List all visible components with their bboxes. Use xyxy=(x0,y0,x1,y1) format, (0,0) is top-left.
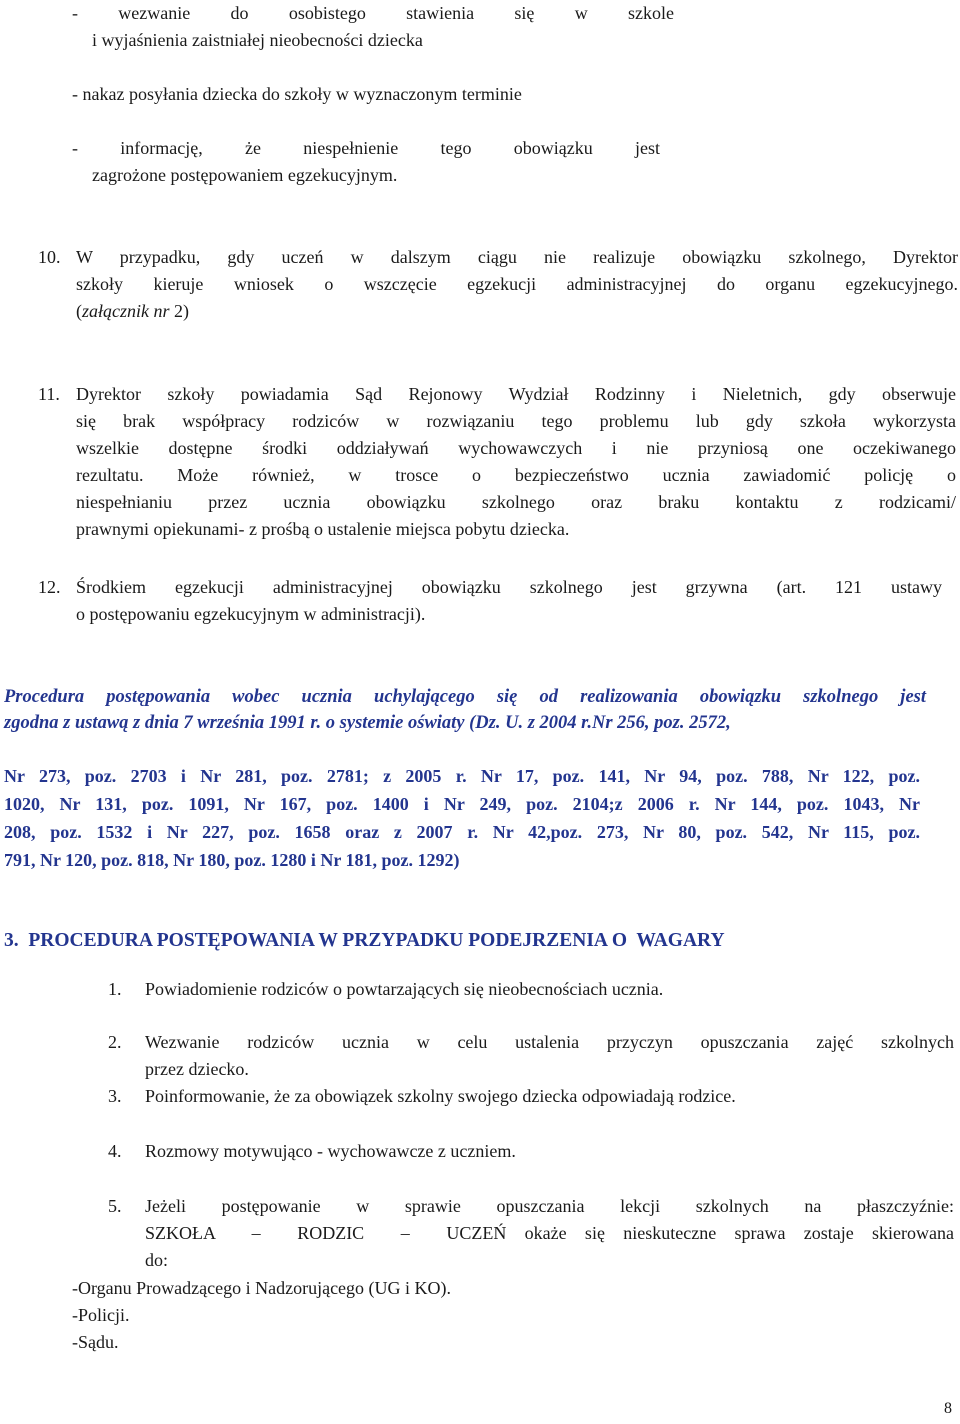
procedure-basis-line-2: zgodna z ustawą z dnia 7 września 1991 r. o systemie oświaty (Dz. U. z 2004 r.Nr 256, poz. 2572, xyxy=(4,713,731,733)
referral-item: -Sądu. xyxy=(72,1332,119,1352)
step-1 xyxy=(108,976,954,1003)
step-2-line-2: przez dziecko. xyxy=(145,1059,249,1079)
point-12 xyxy=(38,574,942,628)
step-1-number: 1. xyxy=(108,979,122,999)
step-2-number: 2. xyxy=(108,1032,122,1052)
information-line-1: - informację, że niespełnienie tego obowiązku jest xyxy=(72,138,660,158)
step-2-line-1: Wezwanie rodziców ucznia w celu ustalenia przyczyn opuszczania zajęć szkolnych xyxy=(145,1032,954,1052)
step-5-line-1: Jeżeli postępowanie w sprawie opuszczania lekcji szkolnych na płaszczyźnie: xyxy=(145,1196,954,1216)
step-4-number: 4. xyxy=(108,1141,122,1161)
page-number: 8 xyxy=(944,1400,952,1417)
point-11-number: 11. xyxy=(38,384,60,404)
legal-acts xyxy=(4,762,920,874)
point-12-line-1: Środkiem egzekucji administracyjnej obowiązku szkolnego jest grzywna (art. 121 ustawy xyxy=(76,577,942,597)
procedure-basis xyxy=(4,684,926,736)
point-11-line-2: się brak współpracy rodziców w rozwiązaniu tego problemu lub gdy szkoła wykorzysta xyxy=(76,411,956,431)
point-11-line-6: prawnymi opiekunami- z prośbą o ustalenie miejsca pobytu dziecka. xyxy=(76,519,570,539)
step-4 xyxy=(108,1138,954,1165)
attachment-rest: 2) xyxy=(169,301,189,321)
point-12-number: 12. xyxy=(38,577,61,597)
step-4-line-1: Rozmowy motywująco - wychowawcze z uczniem. xyxy=(145,1141,516,1161)
attachment-italic: załącznik nr xyxy=(82,301,170,321)
step-2 xyxy=(108,1029,954,1083)
summons-item xyxy=(72,0,674,54)
point-10-attachment xyxy=(76,298,958,325)
legal-acts-line-3: 208, poz. 1532 i Nr 227, poz. 1658 oraz z 2007 r. Nr 42,poz. 273, Nr 80, poz. 542, Nr 115, poz. xyxy=(4,822,920,842)
step-5-line-2: SZKOŁA – RODZIC – UCZEŃ okaże się nieskuteczne sprawa zostaje skierowana xyxy=(145,1223,954,1243)
referral-item: -Organu Prowadzącego i Nadzorującego (UG i KO). xyxy=(72,1278,452,1298)
step-3-line-1: Poinformowanie, że za obowiązek szkolny swojego dziecka odpowiadają rodzice. xyxy=(145,1086,736,1106)
legal-acts-line-1: Nr 273, poz. 2703 i Nr 281, poz. 2781; z 2005 r. Nr 17, poz. 141, Nr 94, poz. 788, Nr 122, poz. xyxy=(4,766,920,786)
legal-acts-line-4: 791, Nr 120, poz. 818, Nr 180, poz. 1280 i Nr 181, poz. 1292) xyxy=(4,850,460,870)
legal-acts-line-2: 1020, Nr 131, poz. 1091, Nr 167, poz. 1400 i Nr 249, poz. 2104;z 2006 r. Nr 144, poz. 1043, Nr xyxy=(4,794,920,814)
referrals-list xyxy=(72,1275,451,1356)
information-item xyxy=(72,135,660,189)
order-line: - nakaz posyłania dziecka do szkoły w wyznaczonym terminie xyxy=(72,84,522,104)
step-5-line-3: do: xyxy=(145,1250,169,1270)
procedure-basis-line-1: Procedura postępowania wobec ucznia uchylającego się od realizowania obowiązku szkolnego jest xyxy=(4,687,926,707)
point-11-line-3: wszelkie dostępne środki oddziaływań wychowawczych i nie przyniosą one oczekiwanego xyxy=(76,438,956,458)
point-10-number: 10. xyxy=(38,247,61,267)
summons-line-2: i wyjaśnienia zaistniałej nieobecności dziecka xyxy=(92,30,423,50)
point-11-line-4: rezultatu. Może również, w trosce o bezpieczeństwo ucznia zawiadomić policję o xyxy=(76,465,956,485)
point-11-line-5: niespełnianiu przez ucznia obowiązku szkolnego oraz braku kontaktu z rodzicami/ xyxy=(76,492,956,512)
order-item xyxy=(72,81,674,108)
point-12-line-2: o postępowaniu egzekucyjnym w administracji). xyxy=(76,604,426,624)
point-10-line-2: szkoły kieruje wniosek o wszczęcie egzekucji administracyjnej do organu egzekucyjnego. xyxy=(76,274,958,294)
referral-item: -Policji. xyxy=(72,1305,130,1325)
step-5 xyxy=(108,1193,954,1274)
attachment-open: ( xyxy=(76,301,82,321)
step-3-number: 3. xyxy=(108,1086,122,1106)
point-10-line-1: W przypadku, gdy uczeń w dalszym ciągu nie realizuje obowiązku szkolnego, Dyrektor xyxy=(76,247,958,267)
point-10 xyxy=(38,244,958,325)
point-11-line-1: Dyrektor szkoły powiadamia Sąd Rejonowy Wydział Rodzinny i Nieletnich, gdy obserwuje xyxy=(76,384,956,404)
point-11 xyxy=(38,381,956,543)
step-5-number: 5. xyxy=(108,1196,122,1216)
section-3-heading: 3. PROCEDURA POSTĘPOWANIA W PRZYPADKU PODEJRZENIA O WAGARY xyxy=(4,930,725,951)
information-line-2: zagrożone postępowaniem egzekucyjnym. xyxy=(92,165,398,185)
step-3 xyxy=(108,1083,954,1110)
step-1-line-1: Powiadomienie rodziców o powtarzających się nieobecnościach ucznia. xyxy=(145,979,664,999)
summons-line-1: - wezwanie do osobistego stawienia się w szkole xyxy=(72,3,674,23)
